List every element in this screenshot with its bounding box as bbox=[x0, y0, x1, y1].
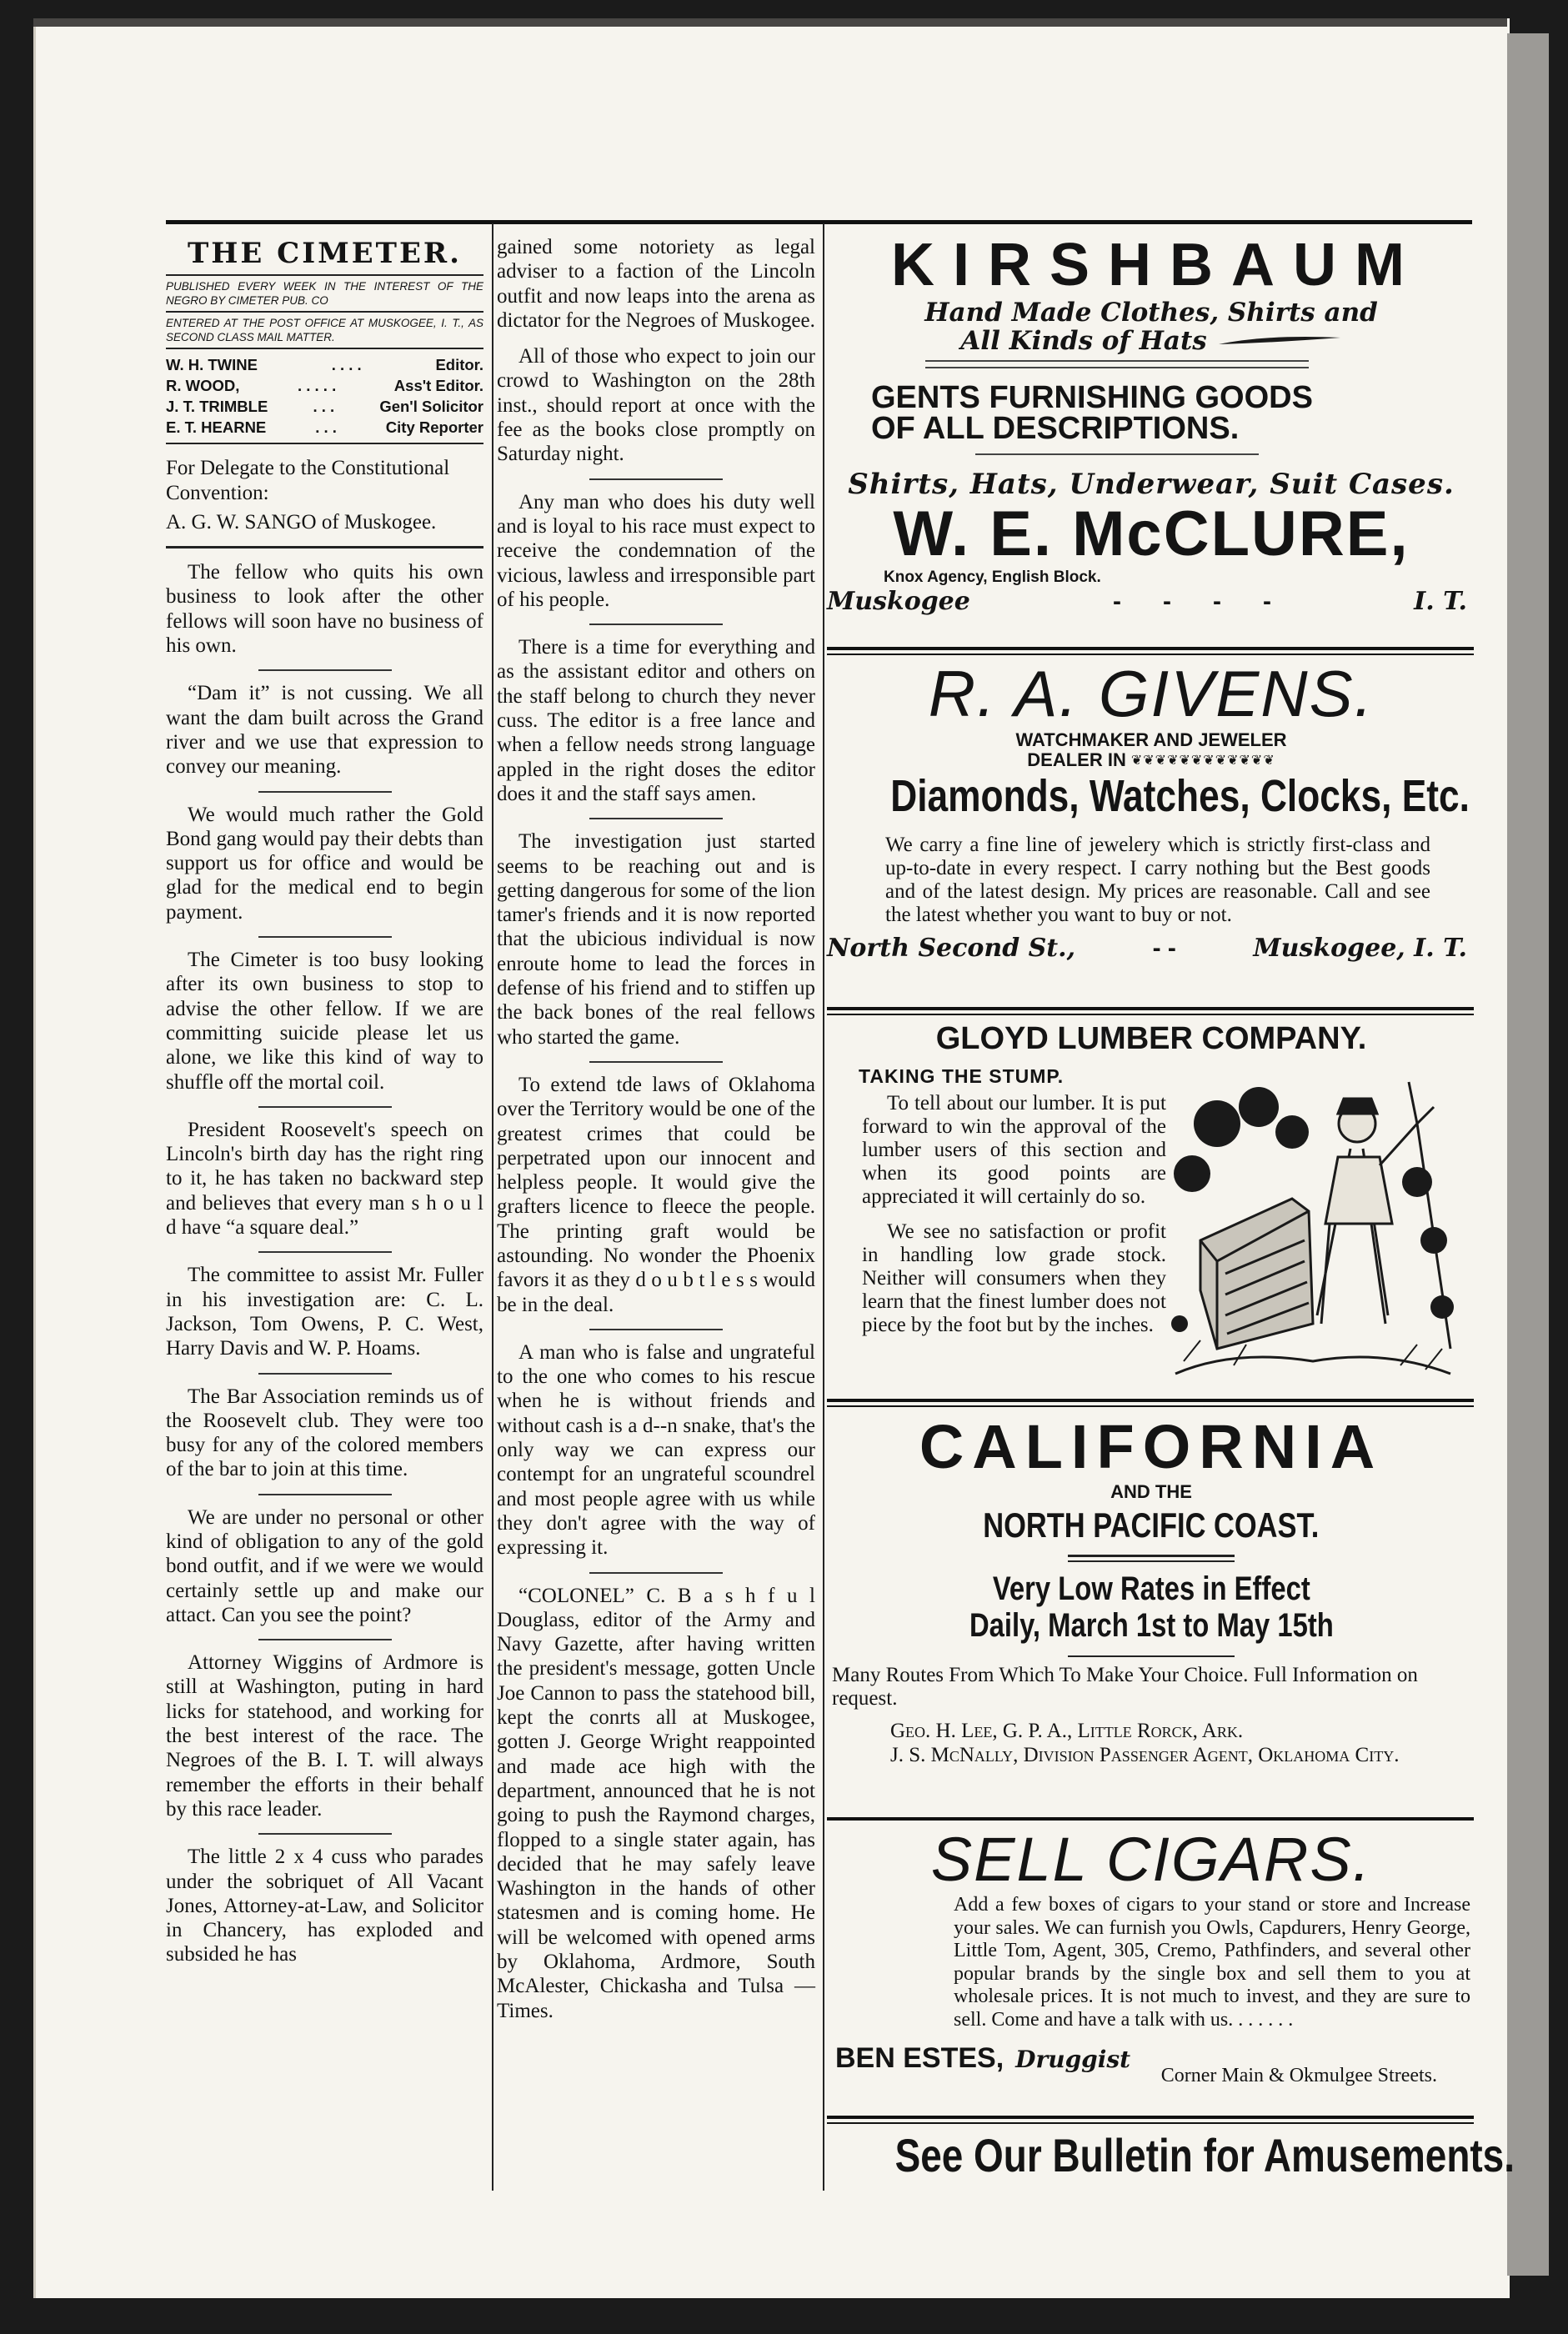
staff-name: E. T. HEARNE bbox=[166, 418, 267, 437]
california-coast: NORTH PACIFIC COAST. bbox=[983, 1505, 1320, 1545]
ad-border bbox=[827, 654, 1474, 655]
paragraph-rule bbox=[589, 1329, 723, 1330]
editorial-paragraph: There is a time for everything and as the assistant editor and others on the staff belong to church they never cuss. The editor is a free lance and when a fellow needs strong language appled in the right doses the editor does it and the staff says amen. bbox=[497, 636, 815, 805]
staff-row bbox=[166, 354, 483, 375]
ornament-row-icon: ❦❦❦❦❦❦❦❦❦❦❦❦ bbox=[1130, 754, 1275, 768]
staff-dots: . . . bbox=[313, 398, 335, 416]
staff-name: R. WOOD, bbox=[166, 377, 240, 395]
staff-row bbox=[166, 396, 483, 417]
staff-role: Ass't Editor. bbox=[393, 377, 483, 395]
ad-border bbox=[827, 1014, 1474, 1015]
publisher-line: PUBLISHED EVERY WEEK IN THE INTEREST OF THE NEGRO BY CIMETER PUB. CO bbox=[166, 280, 483, 308]
givens-city: Muskogee, I. T. bbox=[1253, 934, 1467, 963]
section-rule bbox=[166, 546, 483, 548]
scan-top-edge bbox=[33, 18, 1507, 27]
editorial-paragraph: The investigation just started seems to be reaching out and is getting dangerous for some of the lion tamer's friends and it is now reported that the ubicious individual is now enroute home to lead the forces in defense of his friend and to stiffen up the back bones of the real fellows who started the game. bbox=[497, 830, 815, 1049]
givens-address: North Second St., bbox=[827, 934, 1076, 963]
staff-role: Gen'l Solicitor bbox=[379, 398, 483, 416]
editorial-paragraph: Attorney Wiggins of Ardmore is still at Washington, puting in hard licks for statehood, and working for the best interest of the race. The Negroes of the B. I. T. will always remember the efforts in their behalf by this race leader. bbox=[166, 1651, 483, 1821]
editorial-paragraph: “COLONEL” C. B a s h f u l Douglass, editor of the Army and Navy Gazette, after having written the president's message, gotten Uncle Joe Cannon to pass the statehood bill, kept the conrts all at Muskogee, gotten J. George Wright reappointed and made ace high with the department, announced that he is not going to push the Raymond charges, flopped to a single stater again, has decided that he may safely leave Washington in the hands of other statesmen and is coming home. He will be welcomed with opened arms by Oklahoma, Ardmore, South McAlester, Chickasha and Tulsa —Times. bbox=[497, 1584, 815, 2022]
ad-separator bbox=[925, 360, 1309, 362]
mcclure-agency: Knox Agency, English Block. bbox=[884, 568, 1101, 586]
ad-separator bbox=[1068, 1560, 1235, 1562]
california-name: CALIFORNIA bbox=[919, 1412, 1384, 1481]
givens-dashes: - - bbox=[1152, 934, 1176, 962]
editorial-paragraph: We would much rather the Gold Bond gang would pay their debts than support us for office and would be glad for the medical end to begin payment. bbox=[166, 803, 483, 924]
masthead-rule bbox=[166, 443, 483, 444]
staff-row bbox=[166, 375, 483, 396]
ad-separator bbox=[1068, 1555, 1235, 1557]
mcclure-ad bbox=[827, 468, 1475, 616]
paragraph-rule bbox=[258, 791, 392, 793]
editorial-paragraph: The Cimeter is too busy looking after its own business to stop to advise the other fellow. If we are committing suicide please let us alone, we like this kind of way to shuffle off the mortal coil. bbox=[166, 949, 483, 1094]
staff-name: J. T. TRIMBLE bbox=[166, 398, 268, 416]
ad-border bbox=[827, 1399, 1474, 1402]
druggist-title: Druggist bbox=[1015, 2046, 1131, 2073]
california-and: AND THE bbox=[1110, 1481, 1192, 1502]
gents-line1: GENTS FURNISHING GOODS bbox=[871, 380, 1313, 415]
ad-border bbox=[827, 2116, 1474, 2119]
gloyd-paragraph: We see no satisfaction or profit in handling low grade stock. Neither will consumers when they learn that the finest lumber does not piece by the foot but by the inches. bbox=[862, 1220, 1166, 1336]
masthead-rule bbox=[166, 348, 483, 349]
paragraph-rule bbox=[589, 624, 723, 625]
staff-dots: . . . . . bbox=[297, 377, 337, 395]
bulletin-ad bbox=[827, 2129, 1515, 2182]
staff-dots: . . . . bbox=[331, 356, 362, 374]
masthead-title: THE CIMETER. bbox=[187, 237, 462, 270]
paragraph-rule bbox=[258, 1639, 392, 1640]
editorial-paragraph: The Bar Association reminds us of the Roosevelt club. They were too busy for any of the colored members of the bar to join at this time. bbox=[166, 1385, 483, 1481]
givens-body: We carry a fine line of jewelery which is strictly first-class and up-to-date in every respect. I carry nothing but the Best goods and of the latest design. My prices are reasonable. Call and see the latest whether you want to buy or not. bbox=[885, 834, 1430, 926]
editorial-paragraph: A man who is false and ungrateful to the one who comes to his rescue when he is without friends and without cash is a d--n snake, that's the only way we can express our contempt for an ungrateful scoundrel and most people agree with us while they don't agree with the way of expressing it. bbox=[497, 1340, 815, 1560]
druggist-name: BEN ESTES, bbox=[835, 2042, 1004, 2074]
mcclure-city: Muskogee bbox=[827, 587, 970, 616]
california-ad bbox=[827, 1413, 1475, 1767]
staff-role: Editor. bbox=[435, 356, 483, 374]
ad-border bbox=[827, 1817, 1474, 1821]
paragraph-rule bbox=[258, 1494, 392, 1495]
column-divider-1 bbox=[492, 223, 493, 2191]
masthead-rule bbox=[166, 274, 483, 276]
gloyd-name: GLOYD LUMBER COMPANY. bbox=[935, 1021, 1367, 1056]
druggist-address: Corner Main & Okmulgee Streets. bbox=[1160, 2065, 1437, 2086]
lumberman-illustration bbox=[1167, 1074, 1459, 1384]
cigars-body: Add a few boxes of cigars to your stand or store and Increase your sales. We can furnish you Owls, Capdurers, Henry George, Little Tom, Agent, 305, Cremo, Pathfinders, and several other popular brands by the single box and sell them to you at wholesale prices. It is not much to invest, and they are sure to sell. Come and have a talk with us. . . . . . . bbox=[954, 1894, 1470, 2031]
column-two bbox=[497, 235, 815, 2035]
ad-border bbox=[827, 2122, 1474, 2124]
ad-separator bbox=[1068, 1655, 1235, 1657]
california-routes: Many Routes From Which To Make Your Choice. Full Information on request. bbox=[832, 1664, 1418, 1710]
paragraph-rule bbox=[258, 1833, 392, 1835]
editorial-paragraph: We are under no personal or other kind of obligation to any of the gold bond outfit, and if we were we would certainly settle up and make our attact. Can you see the point? bbox=[166, 1505, 483, 1626]
ad-separator bbox=[975, 453, 1259, 455]
gents-line2: OF ALL DESCRIPTIONS. bbox=[871, 411, 1240, 446]
paragraph-rule bbox=[258, 669, 392, 671]
paragraph-rule bbox=[258, 1373, 392, 1375]
kirshbaum-name: KIRSHBAUM bbox=[891, 232, 1423, 298]
scan-side-edge bbox=[1507, 33, 1549, 2276]
kirshbaum-line1: Hand Made Clothes, Shirts and bbox=[924, 298, 1378, 328]
givens-sub1: WATCHMAKER AND JEWELER bbox=[1015, 729, 1287, 750]
cigars-ad bbox=[827, 1826, 1475, 2086]
givens-ad bbox=[827, 657, 1475, 963]
editorial-paragraph: “Dam it” is not cussing. We all want the dam built across the Grand river and we use that expression to convey our meaning. bbox=[166, 682, 483, 779]
editorial-paragraph: The committee to assist Mr. Fuller in his investigation are: C. L. Jackson, Tom Owens, P. C. West, Harry Davis and W. P. Hoams. bbox=[166, 1264, 483, 1360]
mcclure-tagline: Shirts, Hats, Underwear, Suit Cases. bbox=[848, 468, 1455, 501]
editorial-paragraph: gained some notoriety as legal adviser to a faction of the Lincoln outfit and now leaps into the arena as dictator for the Negroes of Muskogee. bbox=[497, 236, 815, 332]
gents-furnishing-ad bbox=[871, 380, 1455, 446]
top-column-rule bbox=[166, 220, 1472, 224]
gloyd-paragraph: To tell about our lumber. It is put forward to win the approval of the lumber users of this section and when its good points are appreciated it will certainly do so. bbox=[862, 1092, 1166, 1208]
column-one bbox=[166, 227, 483, 1979]
editorial-paragraph: The fellow who quits his own business to look after the other fellows will soon have no business of his own. bbox=[166, 561, 483, 658]
california-agent: J. S. McNally, Division Passenger Agent, Oklahoma City. bbox=[890, 1744, 1400, 1766]
paragraph-rule bbox=[589, 1061, 723, 1063]
paragraph-rule bbox=[258, 1106, 392, 1108]
givens-name: R. A. GIVENS. bbox=[928, 657, 1375, 730]
editorial-paragraph: President Roosevelt's speech on Lincoln's birth day has the right ring to it, he has taken no backward step and believes that every man s h o u l d have “a square deal.” bbox=[166, 1118, 483, 1240]
ad-border bbox=[827, 1007, 1474, 1010]
givens-headline: Diamonds, Watches, Clocks, Etc. bbox=[890, 771, 1470, 821]
ad-separator bbox=[925, 367, 1309, 368]
column-divider-2 bbox=[823, 223, 824, 2191]
gloyd-subhead: TAKING THE STUMP. bbox=[859, 1065, 1065, 1087]
staff-dots: . . . bbox=[315, 418, 337, 437]
ad-border bbox=[827, 647, 1474, 650]
paragraph-rule bbox=[258, 936, 392, 938]
editorial-paragraph: The little 2 x 4 cuss who parades under the sobriquet of All Vacant Jones, Attorney-at-Law, and Solicitor in Chancery, has exploded and subsided he has bbox=[166, 1846, 483, 1966]
paragraph-rule bbox=[589, 478, 723, 480]
california-rates1: Very Low Rates in Effect bbox=[992, 1570, 1310, 1607]
staff-row bbox=[166, 417, 483, 438]
quill-ornament-icon bbox=[1217, 333, 1342, 349]
editorial-paragraph: All of those who expect to join our crowd to Washington on the 28th inst., should report at once with the fee as the books close promptly on Saturday night. bbox=[497, 345, 815, 466]
masthead-rule bbox=[166, 311, 483, 313]
delegate-name: A. G. W. SANGO of Muskogee. bbox=[166, 510, 437, 533]
paragraph-rule bbox=[258, 1251, 392, 1253]
california-agent: Geo. H. Lee, G. P. A., Little Rorck, Ark. bbox=[890, 1720, 1244, 1742]
editorial-paragraph: To extend tde laws of Oklahoma over the Territory would be one of the greatest crimes that could be perpetrated upon our innocent and helpless people. It would give the grafters licence to fleece the people. The printing graft would be astounding. No wonder the Phoenix favors it as they d o u b t l e s s would be in the deal. bbox=[497, 1073, 815, 1316]
ad-border bbox=[827, 1405, 1474, 1407]
givens-sub2: DEALER IN bbox=[1027, 749, 1126, 770]
kirshbaum-ad bbox=[827, 232, 1475, 355]
mcclure-name: W. E. McCLURE, bbox=[893, 498, 1410, 569]
california-rates2: Daily, March 1st to May 15th bbox=[969, 1607, 1334, 1644]
mcclure-dashes: - - - - bbox=[1113, 588, 1272, 615]
editorial-paragraph: Any man who does his duty well and is loyal to his race must expect to receive the condemnation of the vicious, lawless and irresponsible part of his people. bbox=[497, 490, 815, 611]
kirshbaum-line2: All Kinds of Hats bbox=[960, 326, 1207, 356]
staff-role: City Reporter bbox=[385, 418, 483, 437]
paragraph-rule bbox=[589, 1572, 723, 1574]
mcclure-state: I. T. bbox=[1414, 587, 1467, 616]
bulletin-text: See Our Bulletin for Amusements. bbox=[894, 2129, 1515, 2181]
staff-name: W. H. TWINE bbox=[166, 356, 258, 374]
entry-line: ENTERED AT THE POST OFFICE AT MUSKOGEE, I. T., AS SECOND CLASS MAIL MATTER. bbox=[166, 317, 483, 344]
delegate-notice: For Delegate to the Constitutional Convention: bbox=[166, 457, 450, 504]
cigars-name: SELL CIGARS. bbox=[930, 1825, 1372, 1894]
paragraph-rule bbox=[589, 818, 723, 819]
